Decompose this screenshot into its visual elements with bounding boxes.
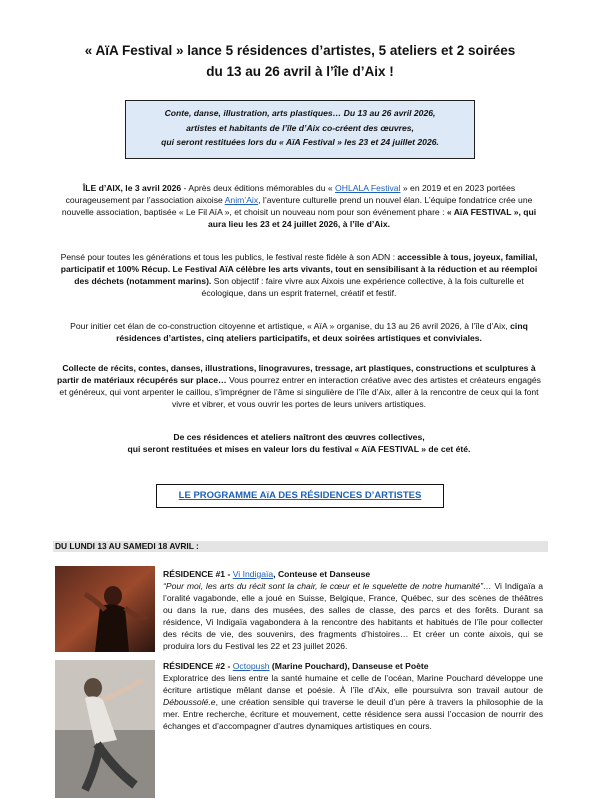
residence-2: [163, 660, 543, 732]
dateline: ÎLE d’AIX, le 3 avril 2026: [82, 183, 182, 193]
title-line-2: du 13 au 26 avril à l’île d’Aix !: [206, 64, 394, 79]
paragraph-program: Pour initier cet élan de co-construction citoyenne et artistique, « AïA » organise, du 13 au 26 avril 2026, à l’île d’Aix, cinq résidences d’artistes, cinq ateliers participatifs, et deux soirées artistiques et conviviales.: [70, 321, 528, 343]
program-title: LE PROGRAMME AïA DES RÉSIDENCES D’ARTISTES: [156, 484, 444, 508]
residence-1: [163, 568, 543, 652]
intro-line-1: Conte, danse, illustration, arts plastiques… Du 13 au 26 avril 2026,: [164, 108, 436, 118]
vi-indigaia-link[interactable]: Vi Indigaïa: [232, 569, 274, 579]
residence-2-photo: [55, 660, 155, 798]
residence-2-body: Exploratrice des liens entre la santé humaine et celle de l’océan, Marine Pouchard développe une écriture artistique mêlant danse et poésie. À l’île d’Aix, elle poursuivra son travail autour de Déboussolé.e, une création sensible qui traverse le deuil d’un père à travers la philosophie de la mer. Entre recherche, écriture et mouvement, cette résidence sera aussi l’occasion de nourrir des échanges et d’accompagner d’autres dynamiques artistiques en cours.: [163, 673, 543, 731]
paragraph-adn: Pensé pour toutes les générations et tous les publics, le festival reste fidèle à son ADN : accessible à tous, joyeux, familial, participatif et 100% Récup. Le Festival AïA célèbre les arts vivants, tout en sensibilisant à la réduction et au réemploi des déchets (notamment marins). Son objectif : faire vivre aux Aixois une expérience collective, à la fois culturelle et écologique, dans un esprit fraternel, créatif et festif.: [60, 252, 538, 298]
octopush-link[interactable]: Octopush: [232, 661, 270, 671]
ohlala-festival-link[interactable]: OHLALA Festival: [335, 183, 401, 193]
paragraph-intro: ÎLE d’AIX, le 3 avril 2026 - Après deux éditions mémorables du « OHLALA Festival » en 2019 et en 2023 portées courageusement par l’association aixoise Anim’Aix, l’aventure culturelle prend un nouvel élan. L’équipe fondatrice crée une nouvelle association, baptisée « Le Fil AïA », et choisit un nouveau nom pour son événement phare : « AïA FESTIVAL », qui aura lieu les 23 et 24 juillet 2026, à l’île d’Aix.: [61, 183, 537, 229]
title-line-1: « AïA Festival » lance 5 résidences d’artistes, 5 ateliers et 2 soirées: [84, 43, 516, 58]
intro-line-3: qui seront restituées lors du « AïA Festival » les 23 et 24 juillet 2026.: [161, 137, 439, 147]
date-row: DU LUNDI 13 AU SAMEDI 18 AVRIL :: [53, 541, 548, 552]
page-title: [0, 40, 600, 82]
residence-1-body: “Pour moi, les arts du récit sont la chair, le cœur et le squelette de notre humanité”… Vi Indigaïa a l’oralité vagabonde, elle a joué en Suisse, Belgique, France, Québec, sur des scènes de théâtres ou dans la rue, dans des musées, des salles de classe, des parcs et des forêts. Durant sa résidence, Vi Indigaïa vagabondera à la rencontre des habitants et habitués de l’île pour collecter des récits de vie, des souvenirs, des fragments d’histoires… Et créer un conte aixois, qui se produira lors du Festival les 22 et 23 juillet 2026.: [163, 581, 543, 651]
residence-1-photo: [55, 566, 155, 652]
paragraph-restitution: De ces résidences et ateliers naîtront des œuvres collectives, qui seront restituées et mises en valeur lors du festival « AïA FESTIVAL » de cet été.: [127, 432, 471, 454]
intro-line-2: artistes et habitants de l’île d’Aix co-créent des œuvres,: [186, 122, 414, 133]
intro-box: [125, 100, 475, 159]
residence-2-heading: RÉSIDENCE #2 - Octopush (Marine Pouchard), Danseuse et Poète: [163, 661, 429, 671]
paragraph-activities: Collecte de récits, contes, danses, illustrations, linogravures, tressage, art plastiques, constructions et sculptures à partir de matériaux récupérés sur place… Vous pourrez entrer en interaction créative avec des artistes et créateurs engagés et généreux, qui vont arpenter le caillou, s’imprégner de l’âme si singulière de l’île d’Aix, aller à la rencontre de ceux qui la font vivre et vibrer, et vous ouvrir les portes de leurs univers artistiques.: [57, 363, 541, 409]
animaix-link[interactable]: Anim’Aix: [224, 195, 259, 205]
residence-1-heading: RÉSIDENCE #1 - Vi Indigaïa, Conteuse et Danseuse: [163, 569, 371, 579]
